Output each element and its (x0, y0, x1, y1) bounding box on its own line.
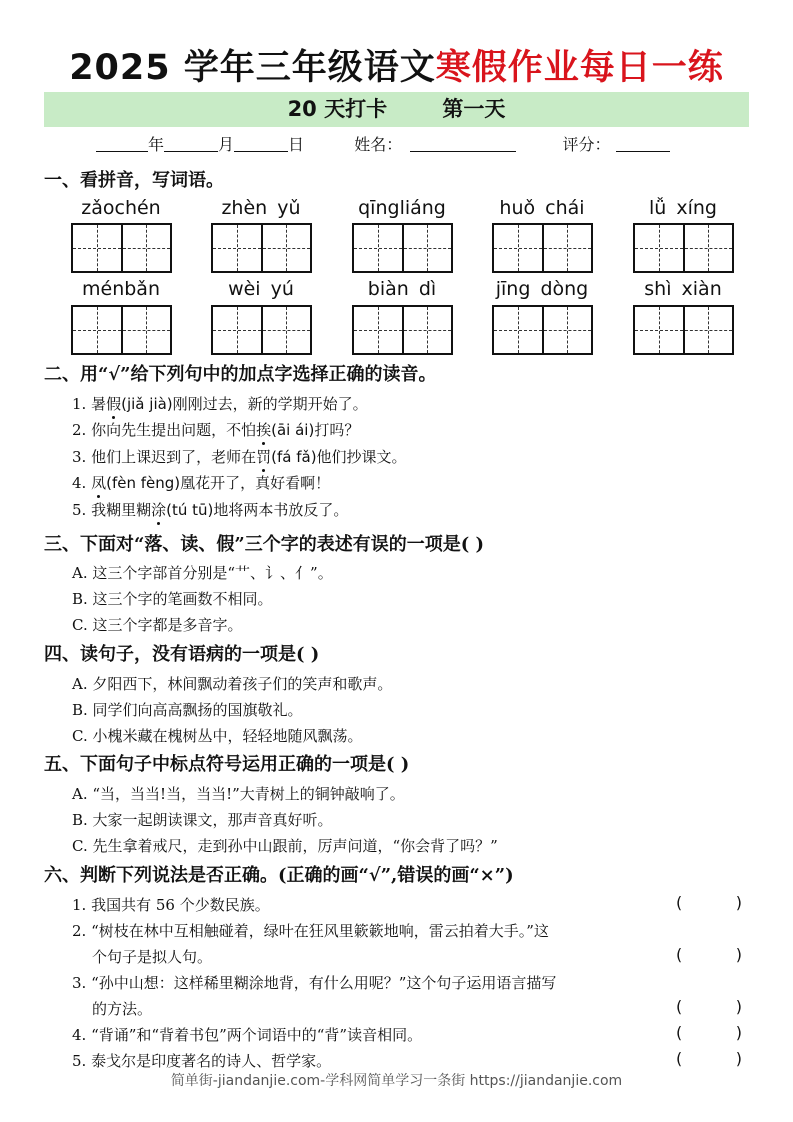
pinyin-options[interactable]: (fá fǎ) (271, 448, 317, 466)
section-2-title: 二、用“√”给下列句中的加点字选择正确的读音。 (44, 364, 437, 385)
pinyin-label: zhèn yǔ (221, 197, 301, 219)
item-text: 暑 (91, 395, 107, 413)
writing-grid[interactable] (71, 305, 172, 355)
dotted-char: 罚 (256, 445, 271, 469)
day-label: 日 (288, 135, 305, 154)
statement-2-cont: 个句子是拟人句。 (92, 948, 213, 966)
answer-paren[interactable]: ( ) (676, 1023, 742, 1042)
info-row (96, 130, 716, 160)
writing-grid[interactable] (352, 305, 453, 355)
question-item (72, 418, 359, 442)
pinyin-label: qīngliáng (358, 197, 446, 219)
writing-grid[interactable] (211, 223, 312, 273)
item-number: 5. (72, 501, 87, 519)
dotted-char: 假 (106, 392, 121, 416)
item-number: 4. (72, 474, 87, 492)
question-item (72, 498, 348, 522)
item-text: 我糊里糊 (91, 501, 152, 519)
answer-paren[interactable]: ( ) (676, 997, 742, 1016)
statement-3-cont: 的方法。 (92, 1000, 153, 1018)
score-field[interactable] (616, 133, 670, 152)
score-label: 评分： (562, 135, 611, 154)
section-3-title: 三、下面对“落、读、假”三个字的表述有误的一项是( ) (44, 534, 485, 555)
item-number: 3. (72, 448, 87, 466)
item-text: 刚刚过去，新的学期开始了。 (172, 395, 368, 413)
writing-grid[interactable] (71, 223, 172, 273)
day-banner (44, 92, 749, 127)
question-item (72, 445, 407, 469)
pinyin-options[interactable]: (fèn fèng) (106, 474, 181, 492)
title-highlight: 寒假作业每日一练 (435, 48, 724, 88)
item-text: 他们上课迟到了，老师在 (91, 448, 257, 466)
worksheet-title (0, 44, 793, 92)
item-text: 你向先生提出问题，不怕 (91, 421, 257, 439)
option-a[interactable]: A. 夕阳西下，林间飘动着孩子们的笑声和歌声。 (72, 675, 393, 693)
year-field[interactable] (96, 133, 148, 152)
pinyin-label: biàn dì (367, 278, 437, 300)
option-b[interactable]: B. 这三个字的笔画数不相同。 (72, 590, 273, 608)
section-4-title: 四、读句子，没有语病的一项是( ) (44, 644, 320, 665)
year-label: 年 (148, 135, 165, 154)
writing-grid[interactable] (633, 223, 734, 273)
option-c[interactable]: C. 这三个字都是多音字。 (72, 616, 243, 634)
month-label: 月 (218, 135, 235, 154)
writing-grid[interactable] (633, 305, 734, 355)
banner-day: 第一天 (442, 97, 506, 121)
answer-paren[interactable]: ( ) (676, 1049, 742, 1068)
question-item (72, 392, 368, 416)
statement-2: 2. “树枝在林中互相触碰着，绿叶在狂风里簌簌地响，雷云拍着大手。”这 (72, 922, 549, 940)
footer-watermark: 简单街-jiandanjie.com-学科网简单学习一条街 https://jiandanjie.com (170, 1073, 623, 1089)
item-text: 打吗？ (314, 421, 360, 439)
pinyin-label: lǚ xíng (649, 197, 717, 219)
dotted-char: 挨 (256, 418, 271, 442)
writing-grid[interactable] (492, 223, 593, 273)
statement-5: 5. 泰戈尔是印度著名的诗人、哲学家。 (72, 1052, 332, 1070)
section-6-title: 六、判断下列说法是否正确。(正确的画“√”,错误的画“×”) (44, 865, 514, 886)
pinyin-options[interactable]: (āi ái) (271, 421, 315, 439)
banner-checkin: 20 天打卡 (287, 97, 388, 121)
option-c[interactable]: C. 小槐米藏在槐树丛中，轻轻地随风飘荡。 (72, 727, 363, 745)
option-a[interactable]: A. 这三个字部首分别是“艹、讠、亻”。 (72, 564, 333, 582)
title-main: 2025 学年三年级语文 (69, 48, 436, 88)
option-b[interactable]: B. 同学们向高高飘扬的国旗敬礼。 (72, 701, 303, 719)
dotted-char: 凤 (91, 471, 106, 495)
pinyin-options[interactable]: (jiǎ jià) (121, 395, 173, 413)
name-label: 姓名： (354, 135, 403, 154)
writing-grid[interactable] (352, 223, 453, 273)
name-field[interactable] (410, 133, 516, 152)
pinyin-label: ménbǎn (82, 278, 160, 300)
pinyin-options[interactable]: (tú tū) (166, 501, 214, 519)
month-field[interactable] (164, 133, 218, 152)
item-number: 1. (72, 395, 87, 413)
statement-3: 3. “孙中山想：这样稀里糊涂地背，有什么用呢？”这个句子运用语言描写 (72, 974, 557, 992)
statement-4: 4. “背诵”和“背着书包”两个词语中的“背”读音相同。 (72, 1026, 423, 1044)
pinyin-label: shì xiàn (644, 278, 722, 300)
section-1-title: 一、看拼音，写词语。 (44, 170, 224, 191)
option-c[interactable]: C. 先生拿着戒尺，走到孙中山跟前，厉声问道，“你会背了吗？” (72, 837, 498, 855)
item-number: 2. (72, 421, 87, 439)
option-a[interactable]: A. “当，当当!当，当当!”大青树上的铜钟敲响了。 (72, 785, 405, 803)
pinyin-label: zǎochén (81, 197, 161, 219)
question-item (72, 471, 330, 495)
writing-grid[interactable] (492, 305, 593, 355)
option-b[interactable]: B. 大家一起朗读课文，那声音真好听。 (72, 811, 333, 829)
item-text: 凰花开了，真好看啊！ (180, 474, 331, 492)
item-text: 他们抄课文。 (316, 448, 407, 466)
statement-1: 1. 我国共有 56 个少数民族。 (72, 896, 270, 914)
item-text: 地将两本书放反了。 (213, 501, 349, 519)
day-field[interactable] (234, 133, 288, 152)
pinyin-label: jīng dòng (495, 278, 589, 300)
answer-paren[interactable]: ( ) (676, 893, 742, 912)
writing-grid[interactable] (211, 305, 312, 355)
dotted-char: 涂 (151, 498, 166, 522)
pinyin-label: wèi yú (228, 278, 294, 300)
pinyin-label: huǒ chái (499, 197, 585, 219)
answer-paren[interactable]: ( ) (676, 945, 742, 964)
section-5-title: 五、下面句子中标点符号运用正确的一项是( ) (44, 754, 410, 775)
